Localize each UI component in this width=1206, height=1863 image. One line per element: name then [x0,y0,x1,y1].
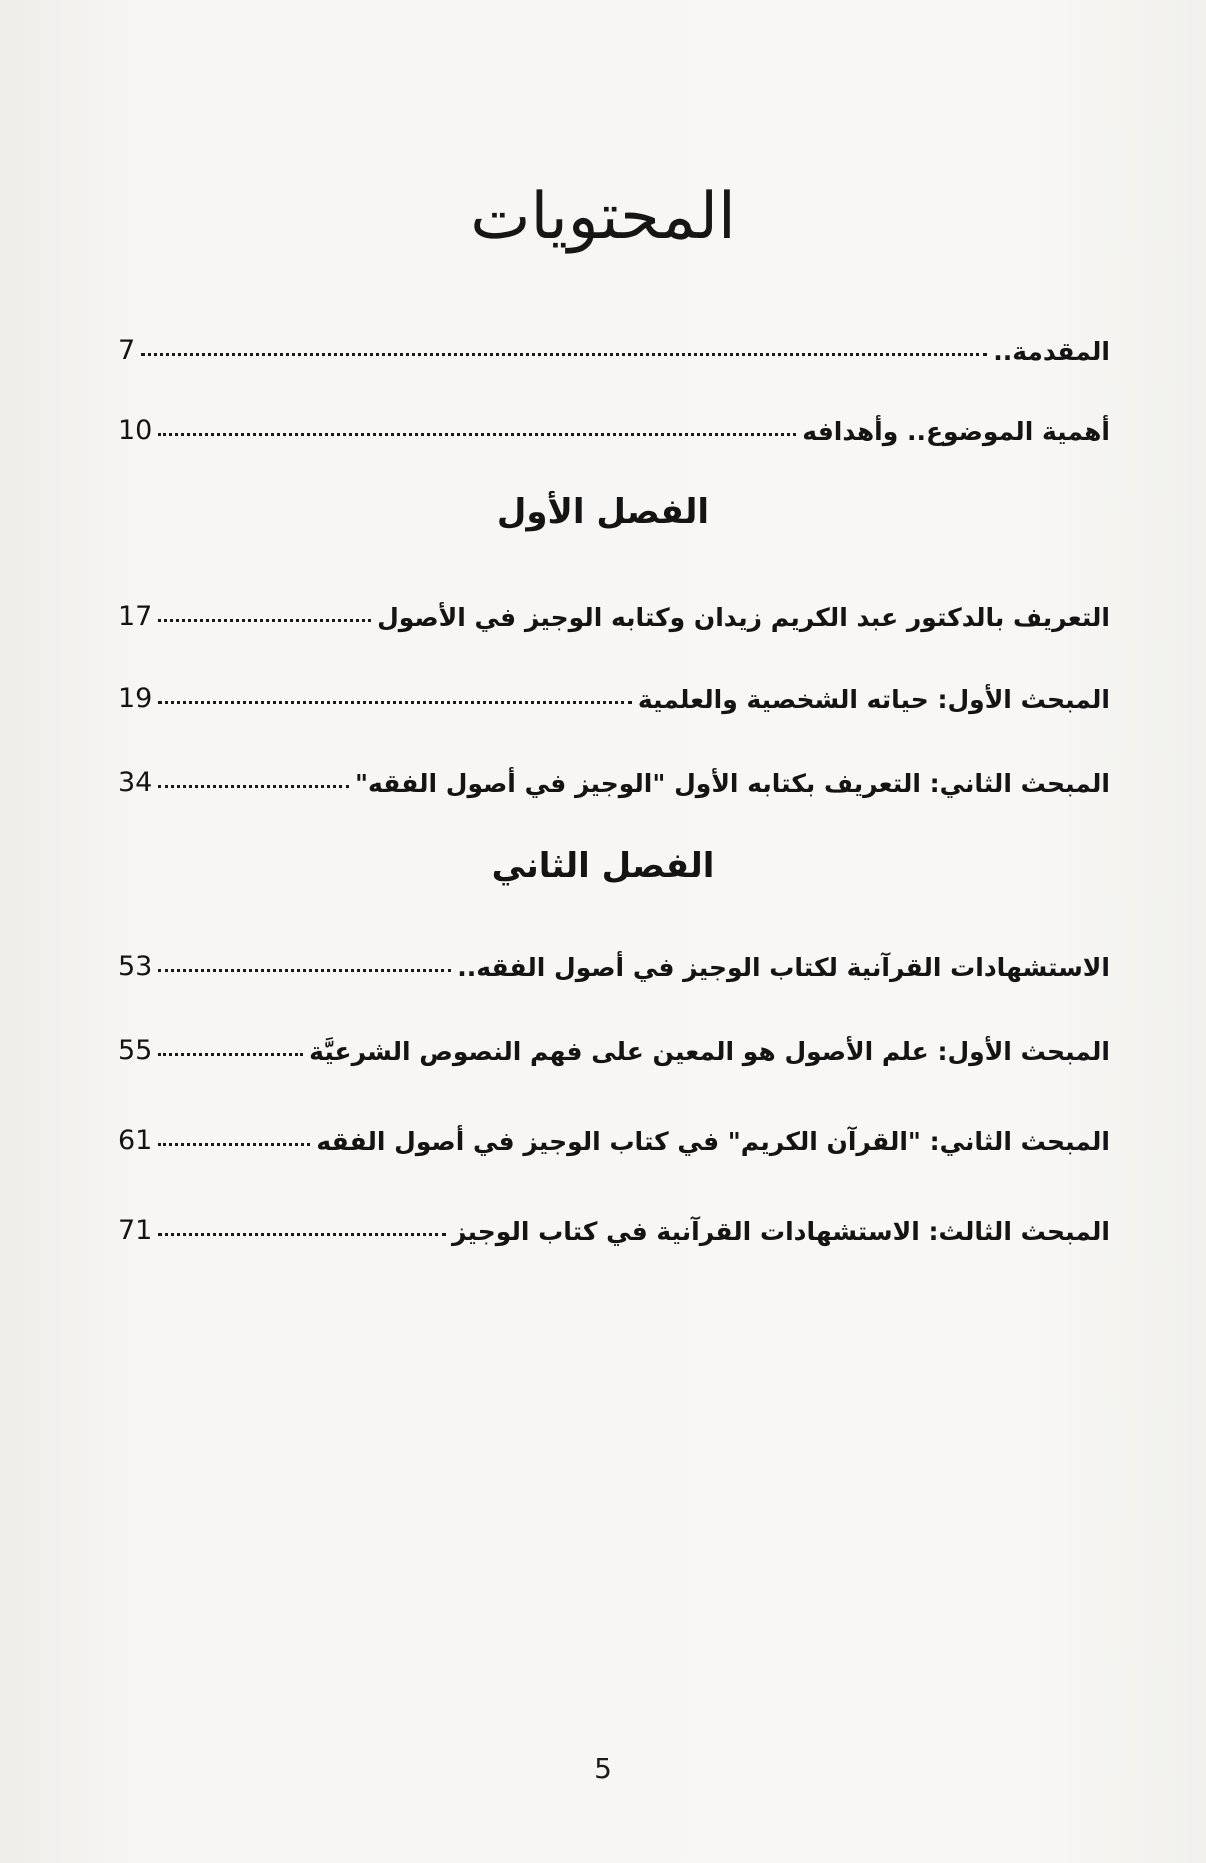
leader-dots [158,784,349,788]
leader-dots [158,1232,446,1236]
leader-dots [158,618,371,622]
chapter-heading: الفصل الثاني [491,846,715,886]
page-number: 5 [594,1752,612,1785]
toc-entry [118,316,1110,366]
toc-entry [118,582,1110,632]
leader-dots [141,352,987,356]
page-title: المحتويات [470,180,736,254]
toc-entry-page: 71 [118,1215,153,1246]
toc-entry-page: 7 [118,335,136,366]
toc-entry [118,932,1110,982]
toc-entry-label: المبحث الأول: علم الأصول هو المعين على فهم النصوص الشرعيَّة [309,1037,1110,1066]
toc-entry-label: المبحث الثاني: "القرآن الكريم" في كتاب الوجيز في أصول الفقه [316,1127,1110,1156]
toc-entry-page: 53 [118,951,153,982]
toc-entry-label: المبحث الثالث: الاستشهادات القرآنية في كتاب الوجيز [452,1217,1110,1246]
toc-entry [118,396,1110,446]
toc-entry-page: 55 [118,1035,153,1066]
leader-dots [158,432,796,436]
leader-dots [158,1052,303,1056]
toc-entry-label: المبحث الأول: حياته الشخصية والعلمية [637,685,1110,714]
chapter-heading: الفصل الأول [496,492,710,532]
toc-entry [118,664,1110,714]
toc-entry-page: 61 [118,1125,153,1156]
toc-entry-page: 10 [118,415,153,446]
toc-entry-page: 17 [118,601,153,632]
toc-entry-label: المقدمة.. [993,337,1110,366]
toc-entry [118,748,1110,798]
toc-entry-label: المبحث الثاني: التعريف بكتابه الأول "الوجيز في أصول الفقه" [354,769,1110,798]
leader-dots [158,1142,310,1146]
toc-entry [118,1016,1110,1066]
toc-entry-label: التعريف بالدكتور عبد الكريم زيدان وكتابه الوجيز في الأصول [377,603,1110,632]
toc-entry-page: 34 [118,767,153,798]
toc-entry-label: أهمية الموضوع.. وأهدافه [802,417,1110,446]
leader-dots [158,968,451,972]
toc-entry-label: الاستشهادات القرآنية لكتاب الوجيز في أصول الفقه.. [457,953,1110,982]
toc-entry-page: 19 [118,683,153,714]
toc-entry [118,1106,1110,1156]
toc-entry [118,1196,1110,1246]
leader-dots [158,700,631,704]
